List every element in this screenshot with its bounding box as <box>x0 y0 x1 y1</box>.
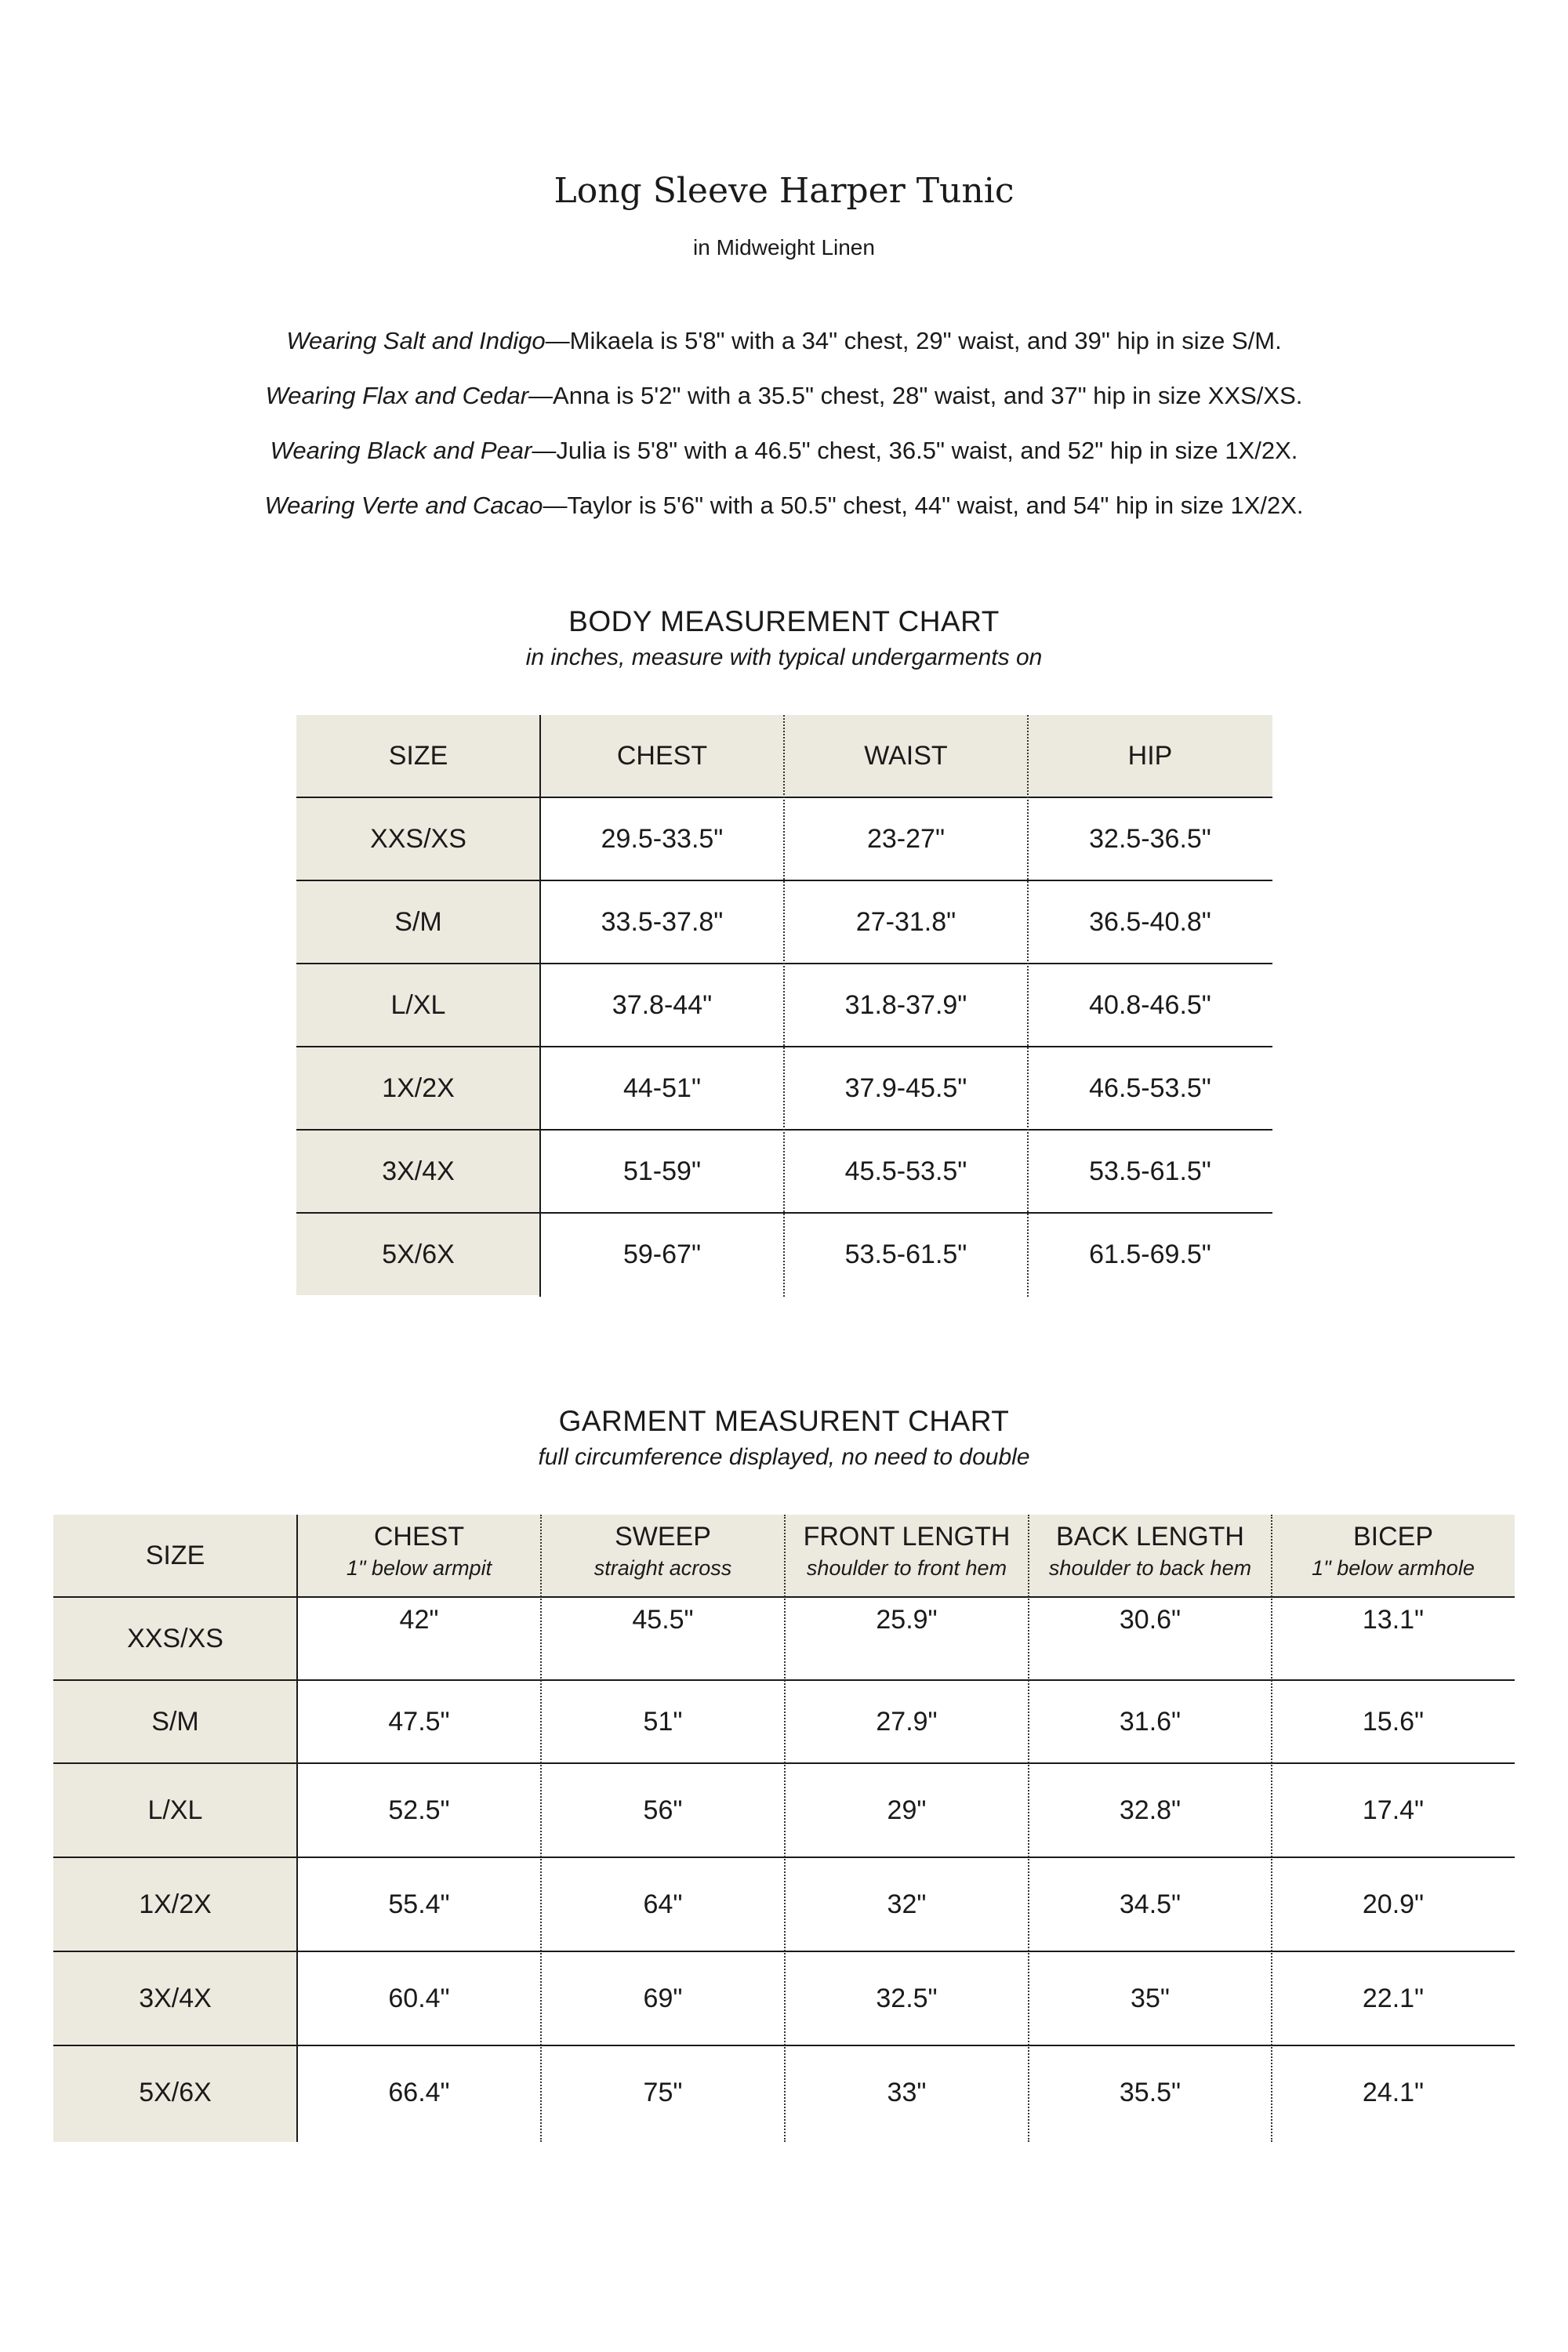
column-header: CHEST <box>540 715 784 797</box>
chest-cell: 60.4" <box>388 1984 450 2013</box>
garment-chart-subtitle: full circumference displayed, no need to double <box>538 1444 1030 1470</box>
chest-cell: 42" <box>399 1605 439 1635</box>
column-header-note: 1" below armpit <box>346 1556 492 1580</box>
chest-cell: 47.5" <box>388 1707 450 1737</box>
chest-cell: 66.4" <box>388 2078 450 2107</box>
column-header-note: shoulder to front hem <box>806 1556 1007 1580</box>
front-length-cell: 27.9" <box>876 1707 938 1737</box>
back-length-cell: 34.5" <box>1119 1889 1181 1919</box>
garment-chart-title: GARMENT MEASURENT CHART <box>558 1405 1010 1437</box>
body-chart-title: BODY MEASUREMENT CHART <box>568 605 1000 637</box>
size-cell: L/XL <box>147 1795 203 1825</box>
column-header <box>1272 1515 1515 1596</box>
column-header-note: shoulder to back hem <box>1048 1556 1252 1580</box>
column-header-size: SIZE <box>145 1541 205 1570</box>
sweep-cell: 69" <box>643 1984 683 2013</box>
bicep-cell: 17.4" <box>1362 1795 1425 1825</box>
column-header <box>785 1515 1029 1596</box>
size-cell: XXS/XS <box>127 1624 223 1653</box>
hip-cell: 53.5-61.5" <box>1089 1156 1211 1186</box>
column-header <box>1029 1515 1272 1596</box>
hip-cell: 46.5-53.5" <box>1089 1073 1211 1103</box>
column-divider <box>539 715 541 1297</box>
model-colorway: Wearing Verte and Cacao <box>264 492 543 519</box>
waist-cell: 27-31.8" <box>855 907 956 937</box>
column-header-note: 1" below armhole <box>1312 1556 1475 1580</box>
size-cell: XXS/XS <box>296 798 540 880</box>
column-header-label: BACK LENGTH <box>1056 1522 1244 1552</box>
front-length-cell: 33" <box>887 2078 927 2107</box>
hip-cell: 36.5-40.8" <box>1089 907 1211 937</box>
column-divider <box>1027 715 1029 1297</box>
page-title: Long Sleeve Harper Tunic <box>554 171 1014 211</box>
back-length-cell: 30.6" <box>1119 1605 1181 1635</box>
model-description: —Taylor is 5'6" with a 50.5" chest, 44" waist, and 54" hip in size 1X/2X. <box>543 492 1304 519</box>
body-measurement-table <box>296 715 1272 1295</box>
column-divider <box>783 715 785 1297</box>
column-header-label: CHEST <box>373 1522 465 1552</box>
model-colorway: Wearing Salt and Indigo <box>286 327 546 354</box>
waist-cell: 53.5-61.5" <box>844 1240 967 1269</box>
size-cell: 1X/2X <box>139 1889 212 1919</box>
chest-cell: 59-67" <box>622 1240 702 1269</box>
column-header-label: SWEEP <box>615 1522 711 1552</box>
back-length-cell: 35.5" <box>1119 2078 1181 2107</box>
column-divider <box>1028 1515 1029 2142</box>
chest-cell: 52.5" <box>388 1795 450 1825</box>
hip-cell: 61.5-69.5" <box>1089 1240 1211 1269</box>
column-header: SIZE <box>296 715 540 797</box>
sweep-cell: 51" <box>643 1707 683 1737</box>
page-subtitle: in Midweight Linen <box>693 235 875 260</box>
sweep-cell: 64" <box>643 1889 683 1919</box>
chest-cell: 44-51" <box>622 1073 702 1103</box>
column-divider <box>540 1515 542 2142</box>
model-description: —Julia is 5'8" with a 46.5" chest, 36.5" waist, and 52" hip in size 1X/2X. <box>532 437 1298 464</box>
column-header: HIP <box>1028 715 1272 797</box>
column-header-label: FRONT LENGTH <box>803 1522 1011 1552</box>
sweep-cell: 45.5" <box>632 1605 694 1635</box>
model-note <box>0 376 1568 431</box>
model-note <box>0 321 1568 376</box>
size-cell: 5X/6X <box>139 2078 212 2107</box>
size-cell: 3X/4X <box>139 1984 212 2013</box>
front-length-cell: 32.5" <box>876 1984 938 2013</box>
bicep-cell: 24.1" <box>1362 2078 1425 2107</box>
column-divider <box>296 1515 298 2142</box>
size-cell: 5X/6X <box>296 1214 540 1295</box>
column-divider <box>784 1515 786 2142</box>
back-length-cell: 32.8" <box>1119 1795 1181 1825</box>
model-notes <box>0 321 1568 541</box>
bicep-cell: 15.6" <box>1362 1707 1425 1737</box>
front-length-cell: 29" <box>887 1795 927 1825</box>
bicep-cell: 22.1" <box>1362 1984 1425 2013</box>
front-length-cell: 25.9" <box>876 1605 938 1635</box>
column-header <box>541 1515 785 1596</box>
size-cell: S/M <box>296 881 540 963</box>
body-chart-subtitle: in inches, measure with typical undergarments on <box>525 644 1043 670</box>
model-description: —Mikaela is 5'8" with a 34" chest, 29" waist, and 39" hip in size S/M. <box>545 327 1282 354</box>
column-header-note: straight across <box>593 1556 732 1580</box>
hip-cell: 40.8-46.5" <box>1089 990 1211 1020</box>
waist-cell: 23-27" <box>866 824 946 854</box>
waist-cell: 31.8-37.9" <box>844 990 967 1020</box>
sweep-cell: 75" <box>643 2078 683 2107</box>
size-cell: 1X/2X <box>296 1047 540 1129</box>
size-cell: 3X/4X <box>296 1131 540 1212</box>
model-colorway: Wearing Black and Pear <box>270 437 532 464</box>
chest-cell: 51-59" <box>622 1156 702 1186</box>
size-cell: S/M <box>151 1707 199 1737</box>
column-divider <box>1271 1515 1272 2142</box>
sweep-cell: 56" <box>643 1795 683 1825</box>
bicep-cell: 13.1" <box>1362 1605 1425 1635</box>
column-header: WAIST <box>784 715 1028 797</box>
waist-cell: 45.5-53.5" <box>844 1156 967 1186</box>
back-length-cell: 35" <box>1131 1984 1170 2013</box>
column-header <box>297 1515 541 1596</box>
model-colorway: Wearing Flax and Cedar <box>265 382 529 409</box>
hip-cell: 32.5-36.5" <box>1089 824 1211 854</box>
model-description: —Anna is 5'2" with a 35.5" chest, 28" waist, and 37" hip in size XXS/XS. <box>528 382 1303 409</box>
garment-measurement-table <box>53 1515 1515 2142</box>
back-length-cell: 31.6" <box>1119 1707 1181 1737</box>
waist-cell: 37.9-45.5" <box>844 1073 967 1103</box>
chest-cell: 33.5-37.8" <box>601 907 724 937</box>
model-note <box>0 486 1568 541</box>
front-length-cell: 32" <box>887 1889 927 1919</box>
column-header-label: BICEP <box>1352 1522 1434 1552</box>
model-note <box>0 431 1568 486</box>
size-cell: L/XL <box>296 964 540 1046</box>
chest-cell: 29.5-33.5" <box>601 824 724 854</box>
chest-cell: 55.4" <box>388 1889 450 1919</box>
bicep-cell: 20.9" <box>1362 1889 1425 1919</box>
chest-cell: 37.8-44" <box>612 990 713 1020</box>
